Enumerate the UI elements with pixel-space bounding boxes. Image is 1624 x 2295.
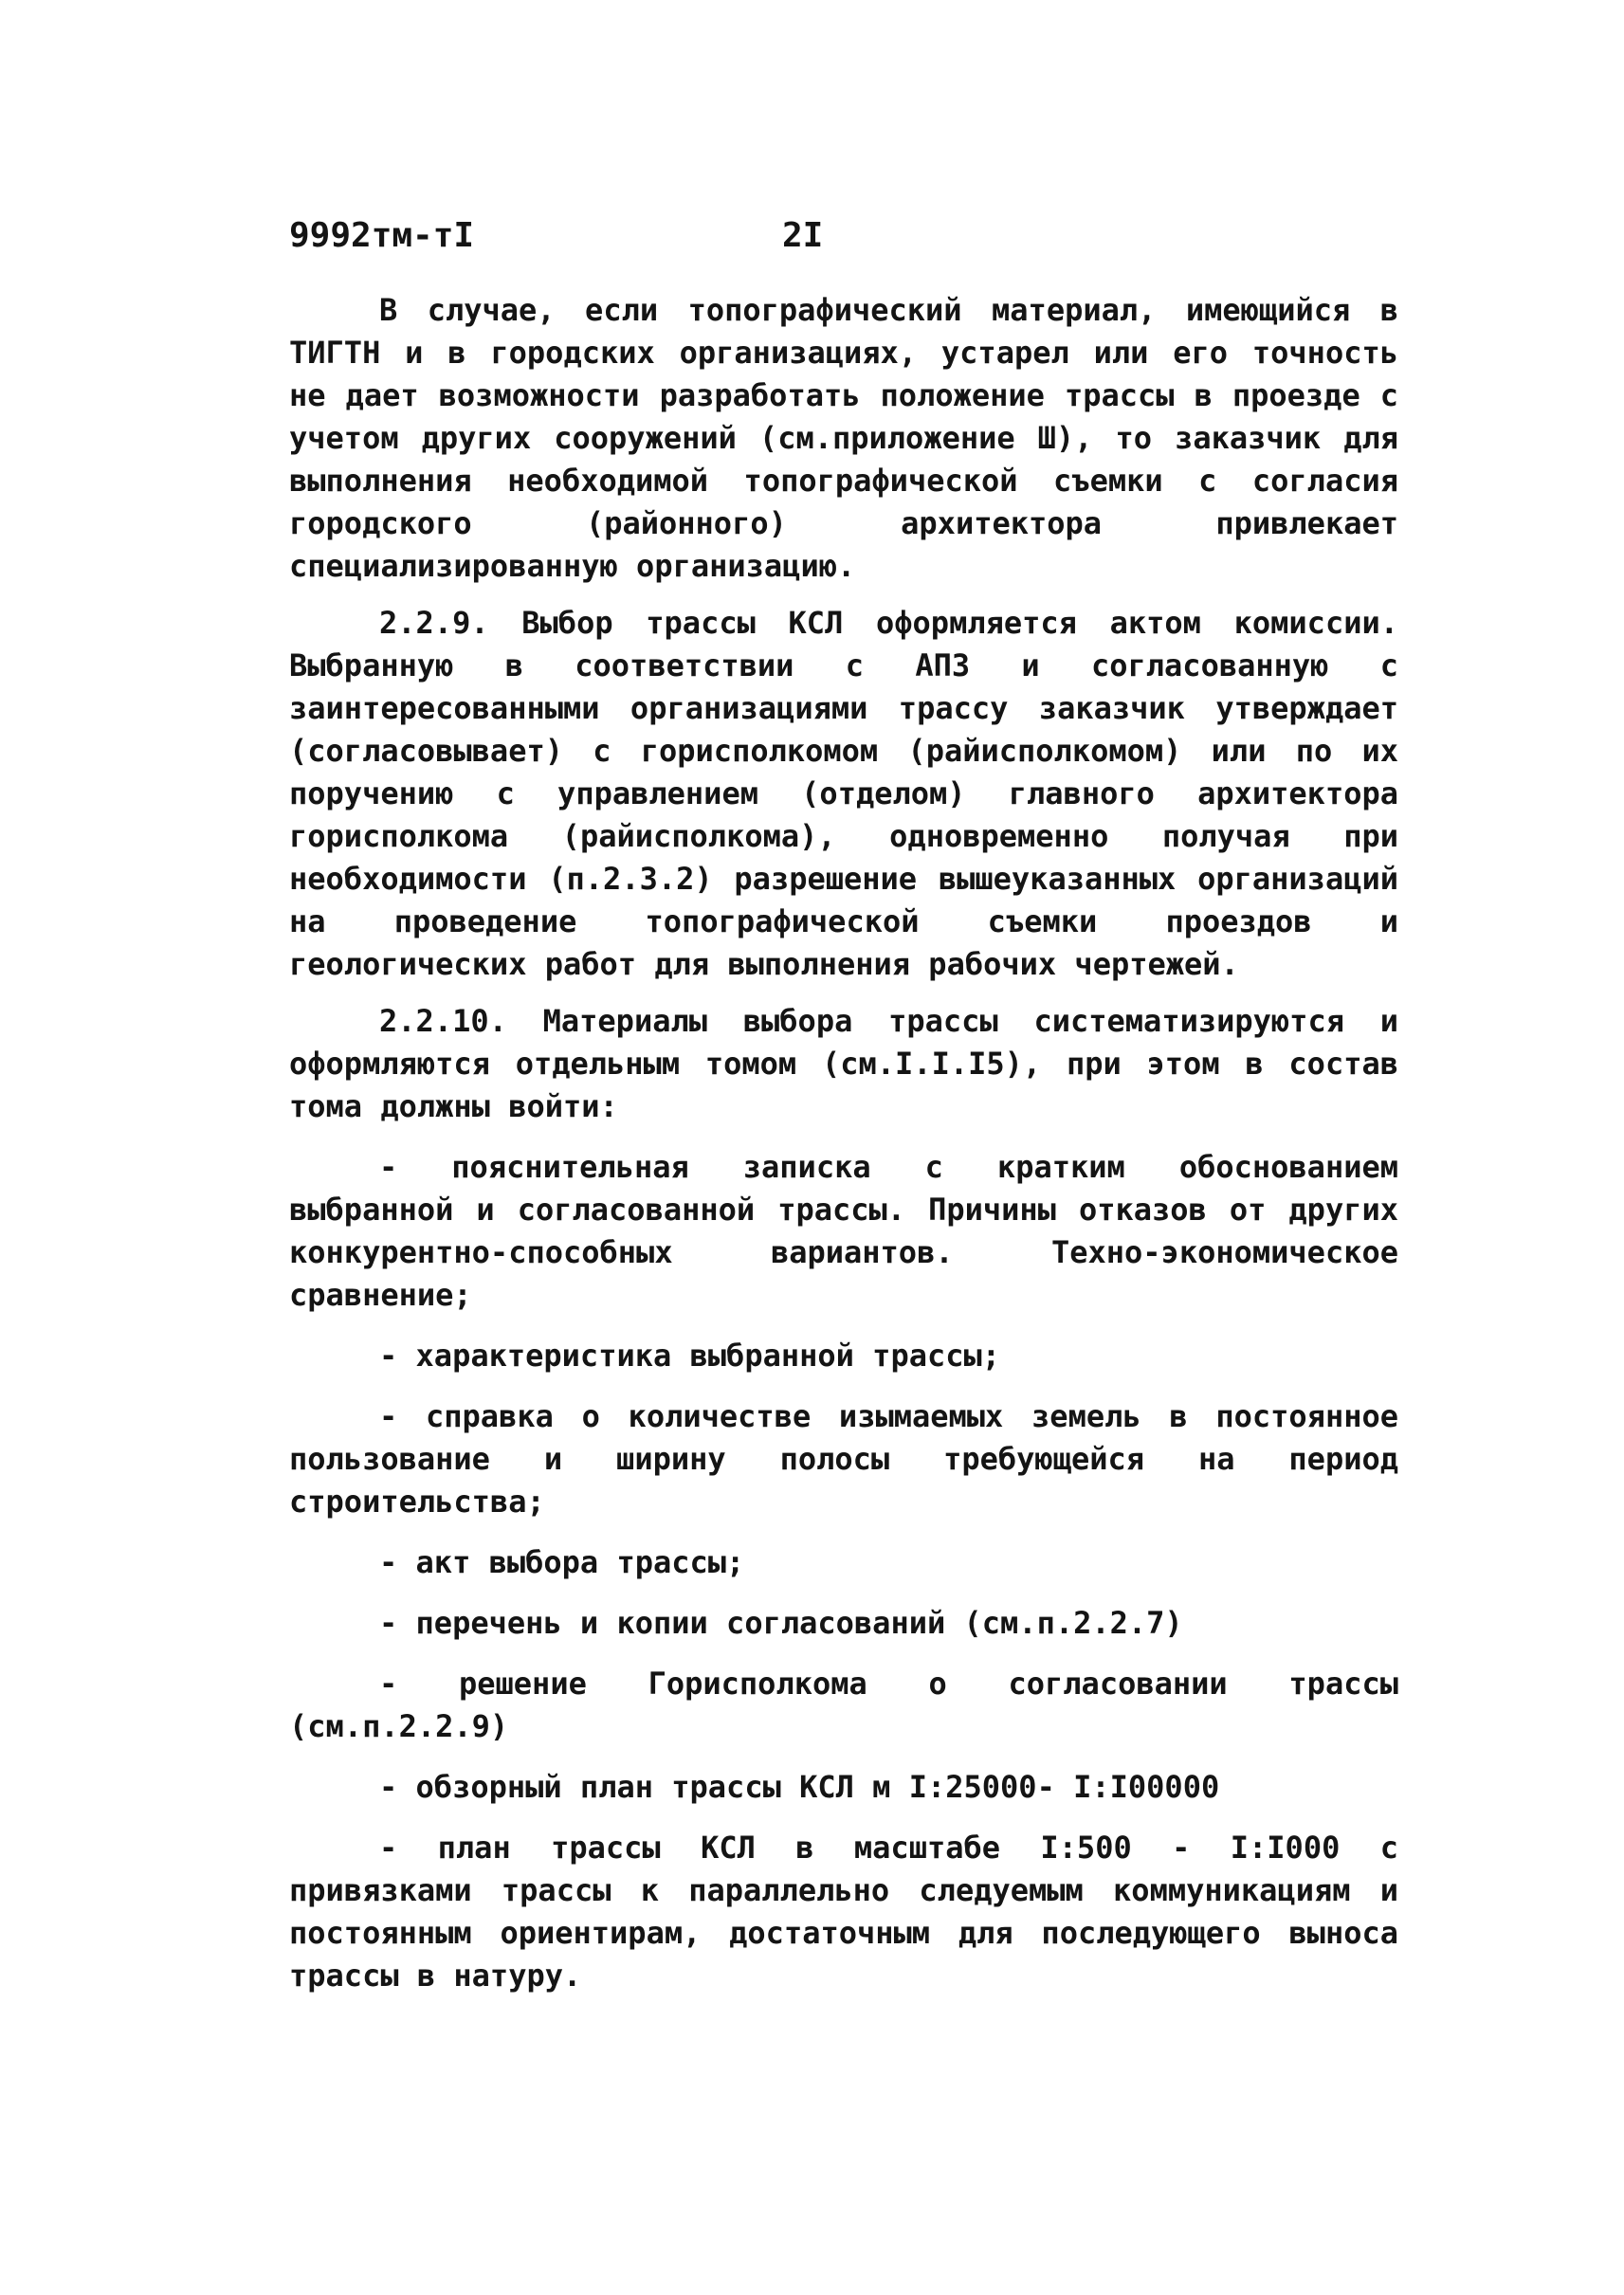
document-body [289, 289, 1398, 1997]
list-item: - справка о количестве изымаемых земель в постоянное пользование и ширину полосы требующейся на период строительства; [289, 1398, 1398, 1520]
list-item: - решение Горисполкома о согласовании трассы (см.п.2.2.9) [289, 1666, 1398, 1744]
list-item: - обзорный план трассы КСЛ м I:25000- I:I00000 [379, 1769, 1220, 1805]
paragraph-topographic-material: В случае, если топографический материал, имеющийся в ТИГТН и в городских организациях, устарел или его точность не дает возможности разработать положение трассы в проезде с учетом других сооружений (см.приложение Ш), то заказчик для выполнения необходимой топографической съемки с согласия городского (районного) архитектора привлекает специализированную организацию. [289, 292, 1398, 584]
page-number: 2I [782, 216, 824, 255]
document-code: 9992тм-тI [289, 216, 475, 255]
paragraph-2-2-10: 2.2.10. Материалы выбора трассы систематизируются и оформляются отдельным томом (см.I.I.I5), при этом в состав тома должны войти: [289, 1003, 1398, 1124]
list-item: - акт выбора трассы; [379, 1544, 745, 1580]
list-item: - план трассы КСЛ в масштабе I:500 - I:I000 с привязками трассы к параллельно следуемым коммуникациям и постоянным ориентирам, достаточным для последующего выноса трассы в натуру. [289, 1830, 1398, 1994]
paragraph-2-2-9: 2.2.9. Выбор трассы КСЛ оформляется актом комиссии. Выбранную в соответствии с АПЗ и согласованную с заинтересованными организациями трассу заказчик утверждает (согласовывает) с горисполкомом (райисполкомом) или по их поручению с управлением (отделом) главного архитектора горисполкома (райисполкома), одновременно получая при необходимости (п.2.3.2) разрешение вышеуказанных организаций на проведение топографической съемки проездов и геологических работ для выполнения рабочих чертежей. [289, 605, 1398, 982]
list-item: - характеристика выбранной трассы; [379, 1338, 1001, 1374]
page-header [289, 216, 1427, 273]
list-item: - перечень и копии согласований (см.п.2.2.7) [379, 1605, 1183, 1641]
list-item: - пояснительная записка с кратким обоснованием выбранной и согласованной трассы. Причины отказов от других конкурентно-способных вариантов. Техно-экономическое сравнение; [289, 1149, 1398, 1313]
